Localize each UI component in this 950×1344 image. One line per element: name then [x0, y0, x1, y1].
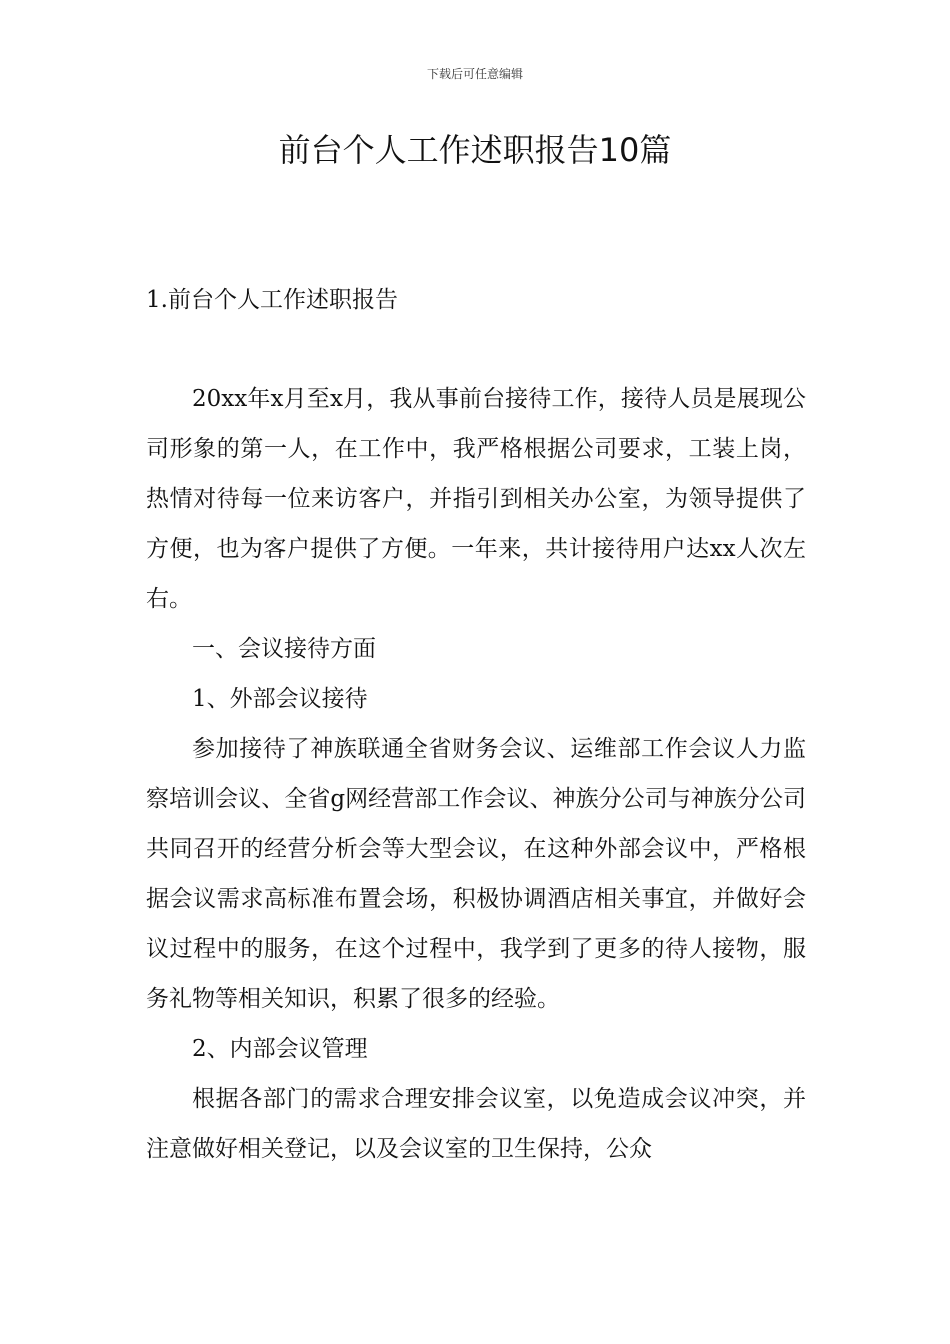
subheading-internal-meetings: 2、内部会议管理 — [192, 1036, 368, 1062]
subheading-external-meetings: 1、外部会议接待 — [192, 686, 368, 712]
paragraph-intro: 20xx年x月至x月，我从事前台接待工作，接待人员是展现公司形象的第一人，在工作中，我严格根据公司要求，工装上岗，热情对待每一位来访客户，并指引到相关办公室，为领导提供了方便，也为客户提供了方便。一年来，共计接待用户达xx人次左右。 — [146, 386, 806, 612]
section-heading: 1.前台个人工作述职报告 — [146, 287, 398, 313]
document-title: 前台个人工作述职报告10篇 — [278, 131, 672, 169]
paragraph-internal-meetings: 根据各部门的需求合理安排会议室，以免造成会议冲突，并注意做好相关登记，以及会议室的卫生保持，公众 — [146, 1086, 806, 1162]
header-note: 下载后可任意编辑 — [426, 67, 523, 81]
paragraph-external-meetings: 参加接待了神族联通全省财务会议、运维部工作会议人力监察培训会议、全省g网经营部工作会议、神族分公司与神族分公司共同召开的经营分析会等大型会议，在这种外部会议中，严格根据会议需求高标准布置会场，积极协调酒店相关事宜，并做好会议过程中的服务，在这个过程中，我学到了更多的待人接物，服务礼物等相关知识，积累了很多的经验。 — [146, 736, 806, 1012]
document-body — [146, 374, 806, 1174]
subheading-meeting-reception: 一、会议接待方面 — [192, 636, 376, 662]
